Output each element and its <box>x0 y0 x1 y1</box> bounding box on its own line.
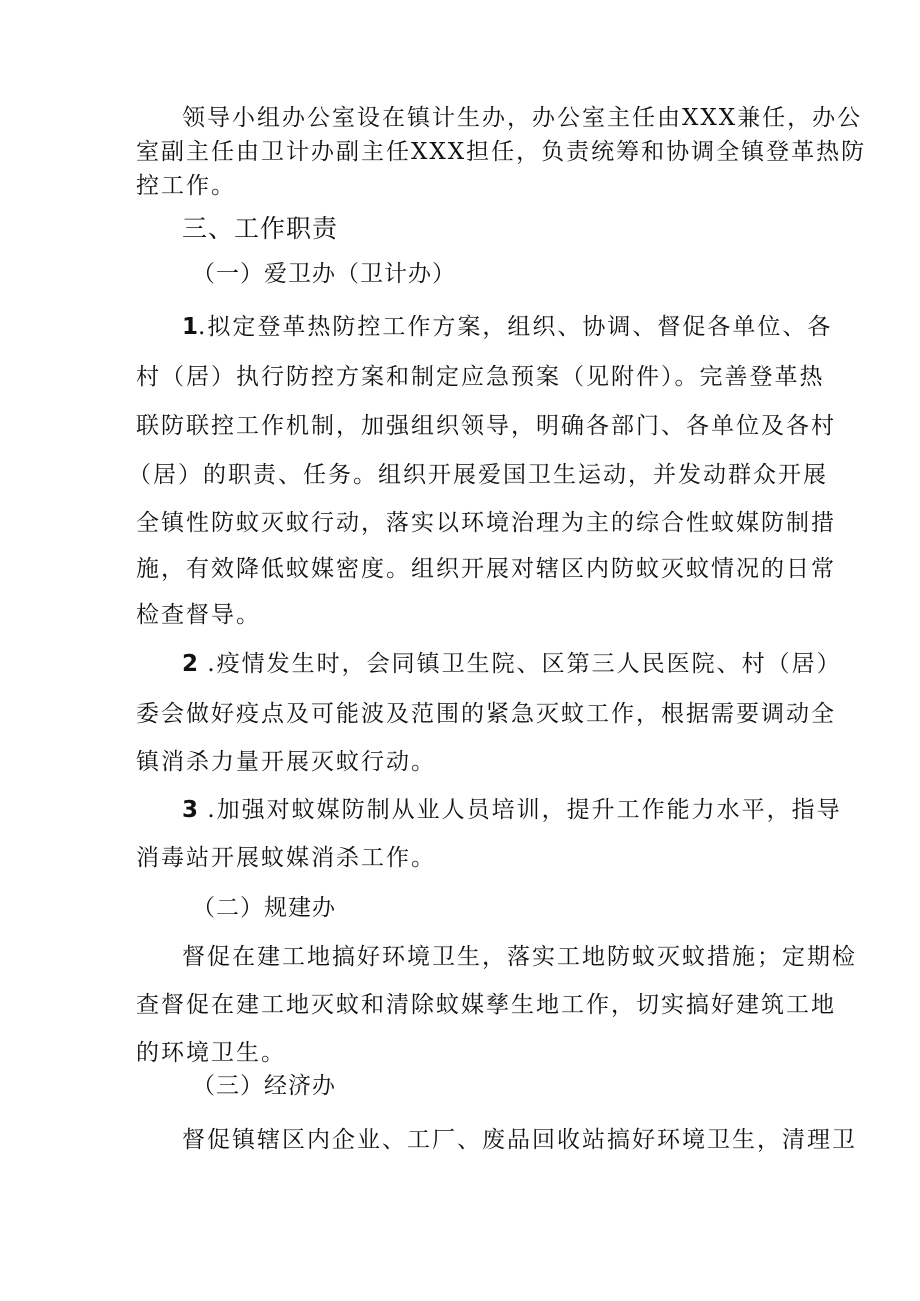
sub2-line-3: 的环境卫生。 <box>136 1040 286 1066</box>
item-2-text-1: .疫情发生时，会同镇卫生院、区第三人民医院、村（居） <box>198 651 842 677</box>
item-3-number: 3 <box>182 797 199 823</box>
item-1-line-1 <box>182 311 832 343</box>
item-1-line-6: 施，有效降低蚊媒密度。组织开展对辖区内防蚊灭蚊情况的日常 <box>136 556 836 582</box>
item-2-line-2: 委会做好疫点及可能波及范围的紧急灭蚊工作，根据需要调动全 <box>136 701 836 727</box>
item-2-line-3: 镇消杀力量开展灭蚊行动。 <box>136 749 436 775</box>
item-1-line-2: 村（居）执行防控方案和制定应急预案（见附件）。完善登革热 <box>136 364 825 390</box>
item-1-line-3: 联防联控工作机制，加强组织领导，明确各部门、各单位及各村 <box>136 413 836 439</box>
intro-line-2: 室副主任由卫计办副主任XXX担任，负责统筹和协调全镇登革热防 <box>136 139 867 165</box>
intro-line-3: 控工作。 <box>136 173 236 199</box>
item-3-text-1: .加强对蚊媒防制从业人员培训，提升工作能力水平，指导 <box>198 797 842 823</box>
sub2-line-2: 查督促在建工地灭蚊和清除蚊媒孳生地工作，切实搞好建筑工地 <box>136 992 836 1018</box>
item-2-line-1 <box>182 648 842 680</box>
item-1-line-4: （居）的职责、任务。组织开展爱国卫生运动，并发动群众开展 <box>128 462 828 488</box>
intro-line-1: 领导小组办公室设在镇计生办，办公室主任由XXX兼任，办公 <box>182 105 863 131</box>
subsection-heading-3: （三）经济办 <box>192 1073 336 1099</box>
subsection-heading-1: （一）爱卫办（卫计办） <box>192 261 456 287</box>
item-3-line-1 <box>182 794 842 826</box>
subsection-heading-2: （二）规建办 <box>192 895 336 921</box>
section-heading: 三、工作职责 <box>182 214 339 243</box>
item-3-line-2: 消毒站开展蚊媒消杀工作。 <box>136 845 436 871</box>
sub3-line-1: 督促镇辖区内企业、工厂、废品回收站搞好环境卫生，清理卫 <box>182 1127 857 1153</box>
item-1-line-5: 全镇性防蚊灭蚊行动，落实以环境治理为主的综合性蚊媒防制措 <box>136 510 836 536</box>
item-1-text-1: .拟定登革热防控工作方案，组织、协调、督促各单位、各 <box>198 314 833 340</box>
item-1-line-7: 检查督导。 <box>136 602 261 628</box>
item-1-number: 1 <box>182 314 199 340</box>
sub2-line-1: 督促在建工地搞好环境卫生，落实工地防蚊灭蚊措施；定期检 <box>182 944 857 970</box>
item-2-number: 2 <box>182 651 199 677</box>
